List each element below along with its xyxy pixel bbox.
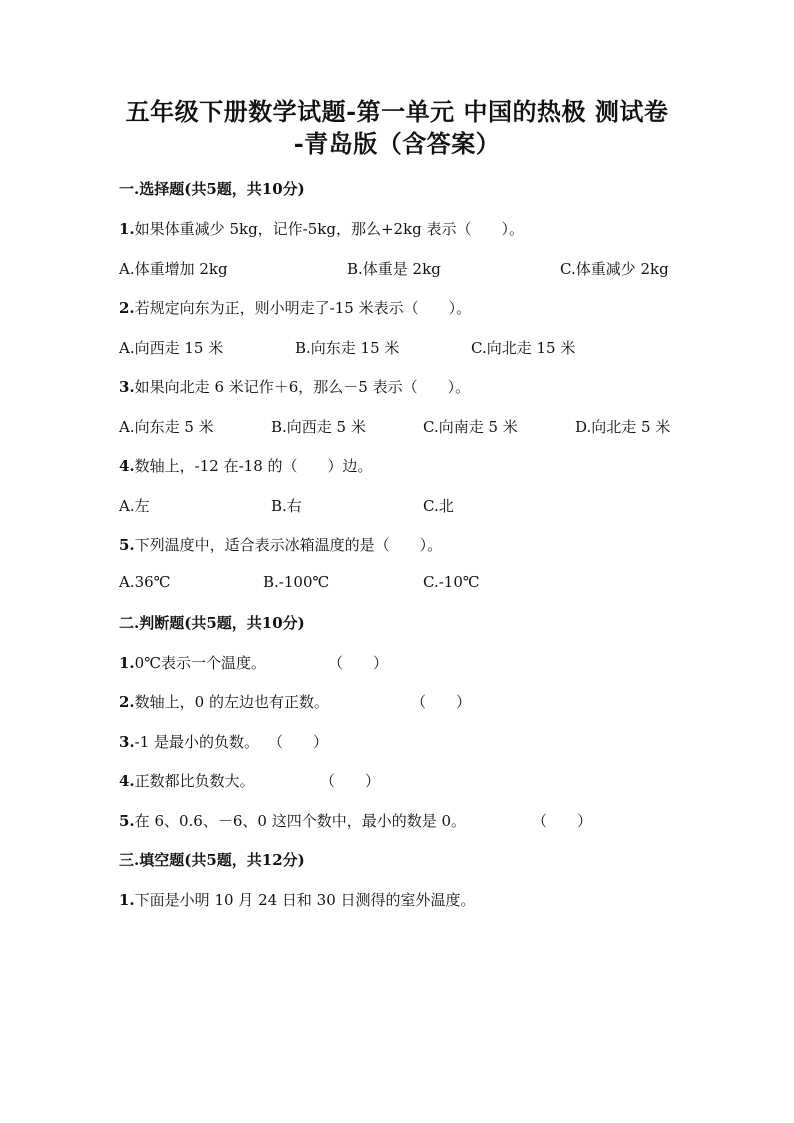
question-1-2 (119, 297, 471, 318)
question-number: 1. (119, 654, 135, 672)
question-number: 4. (119, 457, 135, 475)
question-2-5 (119, 810, 466, 831)
option-d: D.向北走 5 米 (575, 418, 671, 436)
option-a: A.体重增加 2kg (119, 260, 228, 278)
question-number: 2. (119, 299, 135, 317)
question-1-5 (119, 534, 442, 555)
question-1-1 (119, 218, 524, 239)
question-text: 如果向北走 6 米记作＋6，那么－5 表示（ ）。 (134, 378, 471, 396)
question-text: 0℃表示一个温度。 (134, 654, 266, 672)
option-a: A.左 (119, 497, 150, 515)
title-line-2: -青岛版（含答案） (293, 129, 501, 158)
option-b: B.右 (271, 497, 302, 515)
question-number: 4. (119, 772, 135, 790)
option-c: C.-10℃ (423, 573, 480, 591)
question-text: 如果体重减少 5kg，记作-5kg，那么+2kg 表示（ ）。 (134, 220, 525, 238)
question-number: 1. (119, 891, 135, 909)
question-number: 5. (119, 812, 135, 830)
question-text: 数轴上，0 的左边也有正数。 (134, 693, 329, 711)
option-c: C.向北走 15 米 (471, 339, 576, 357)
option-a: A.36℃ (119, 573, 171, 591)
question-number: 5. (119, 536, 135, 554)
option-c: C.北 (423, 497, 454, 515)
option-b: B.向西走 5 米 (271, 418, 366, 436)
question-1-3 (119, 376, 470, 397)
question-2-3 (119, 731, 259, 752)
question-text: 正数都比负数大。 (134, 772, 255, 790)
option-b: B.向东走 15 米 (295, 339, 400, 357)
section-heading-fill-in: 三.填空题(共5题，共12分) (119, 851, 305, 869)
question-number: 1. (119, 220, 135, 238)
question-2-2 (119, 691, 329, 712)
question-1-4 (119, 455, 373, 476)
question-text: -1 是最小的负数。 (134, 733, 260, 751)
answer-blank: （ ） (320, 772, 381, 790)
option-b: B.体重是 2kg (347, 260, 441, 278)
question-text: 若规定向东为正，则小明走了-15 米表示（ ）。 (134, 299, 472, 317)
answer-blank: （ ） (532, 812, 593, 830)
question-text: 在 6、0.6、－6、0 这四个数中，最小的数是 0。 (134, 812, 467, 830)
answer-blank: （ ） (328, 654, 389, 672)
answer-blank: （ ） (411, 693, 472, 711)
question-2-1 (119, 652, 266, 673)
option-a: A.向西走 15 米 (119, 339, 224, 357)
question-number: 3. (119, 733, 135, 751)
question-number: 2. (119, 693, 135, 711)
question-text: 下列温度中，适合表示冰箱温度的是（ ）。 (134, 536, 443, 554)
option-c: C.体重减少 2kg (560, 260, 669, 278)
option-c: C.向南走 5 米 (423, 418, 518, 436)
option-b: B.-100℃ (263, 573, 330, 591)
section-heading-judgment: 二.判断题(共5题，共10分) (119, 614, 305, 632)
option-a: A.向东走 5 米 (119, 418, 214, 436)
title-line-1: 五年级下册数学试题-第一单元 中国的热极 测试卷 (125, 97, 669, 126)
page-title (100, 96, 694, 160)
question-number: 3. (119, 378, 135, 396)
section-heading-choice: 一.选择题(共5题，共10分) (119, 180, 305, 198)
question-3-1 (119, 889, 476, 910)
answer-blank: （ ） (268, 733, 329, 751)
question-text: 数轴上，-12 在-18 的（ ）边。 (134, 457, 373, 475)
question-text: 下面是小明 10 月 24 日和 30 日测得的室外温度。 (134, 891, 476, 909)
question-2-4 (119, 770, 255, 791)
